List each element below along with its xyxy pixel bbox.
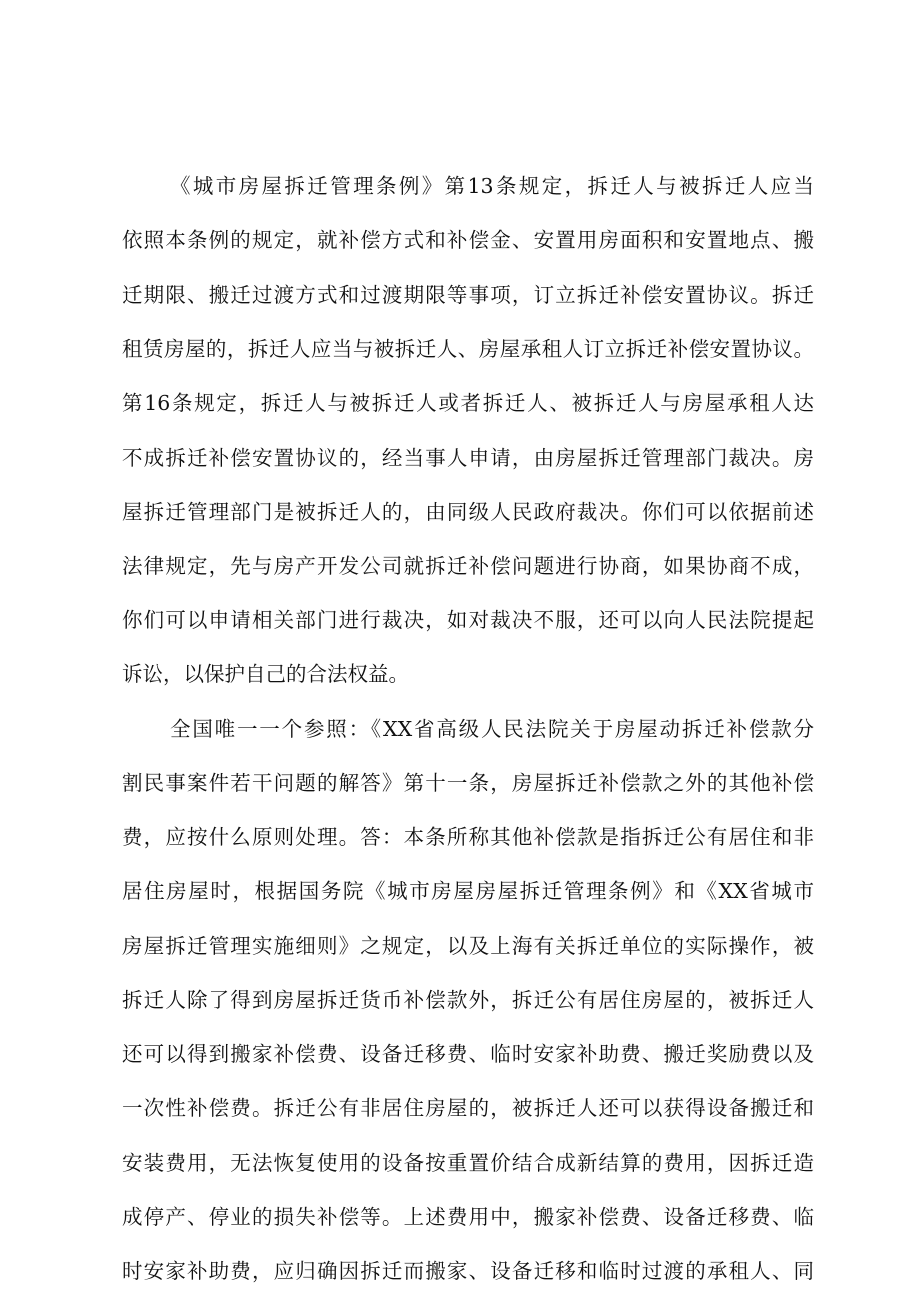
paragraph-2-line-4: 居住房屋时，根据国务院《城市房屋房屋拆迁管理条例》和《XX省城市 (122, 879, 814, 903)
paragraph-1-line-8: 法律规定，先与房产开发公司就拆迁补偿问题进行协商，如果协商不成， (122, 554, 814, 578)
paragraph-2-line-1: 全国唯一一个参照：《XX省高级人民法院关于房屋动拆迁补偿款分 (170, 717, 814, 741)
paragraph-2-line-7: 还可以得到搬家补偿费、设备迁移费、临时安家补助费、搬迁奖励费以及 (122, 1042, 814, 1066)
paragraph-2-line-11: 时安家补助费，应归确因拆迁而搬家、设备迁移和临时过渡的承租人、同 (122, 1259, 814, 1283)
paragraph-2-line-9: 安装费用，无法恢复使用的设备按重置价结合成新结算的费用，因拆迁造 (122, 1151, 814, 1175)
paragraph-1-line-4: 租赁房屋的，拆迁人应当与被拆迁人、房屋承租人订立拆迁补偿安置协议。 (122, 337, 814, 361)
paragraph-1-line-6: 不成拆迁补偿安置协议的，经当事人申请，由房屋拆迁管理部门裁决。房 (122, 446, 814, 470)
paragraph-1-line-3: 迁期限、搬迁过渡方式和过渡期限等事项，订立拆迁补偿安置协议。拆迁 (122, 283, 814, 307)
paragraph-2-line-5: 房屋拆迁管理实施细则》之规定，以及上海有关拆迁单位的实际操作，被 (122, 934, 814, 958)
paragraph-1-line-2: 依照本条例的规定，就补偿方式和补偿金、安置用房面积和安置地点、搬 (122, 228, 814, 252)
paragraph-2-line-6: 拆迁人除了得到房屋拆迁货币补偿款外，拆迁公有居住房屋的，被拆迁人 (122, 988, 814, 1012)
paragraph-2-line-2: 割民事案件若干问题的解答》第十一条，房屋拆迁补偿款之外的其他补偿 (122, 771, 814, 795)
paragraph-2-line-10: 成停产、停业的损失补偿等。上述费用中，搬家补偿费、设备迁移费、临 (122, 1205, 814, 1229)
paragraph-1-line-5: 第16条规定，拆迁人与被拆迁人或者拆迁人、被拆迁人与房屋承租人达 (122, 391, 814, 415)
paragraph-1-line-7: 屋拆迁管理部门是被拆迁人的，由同级人民政府裁决。你们可以依据前述 (122, 500, 814, 524)
paragraph-1-line-9: 你们可以申请相关部门进行裁决，如对裁决不服，还可以向人民法院提起 (122, 608, 814, 632)
paragraph-2-line-8: 一次性补偿费。拆迁公有非居住房屋的，被拆迁人还可以获得设备搬迁和 (122, 1096, 814, 1120)
paragraph-2-line-3: 费，应按什么原则处理。答：本条所称其他补偿款是指拆迁公有居住和非 (122, 825, 814, 849)
paragraph-1-line-10: 诉讼，以保护自己的合法权益。 (122, 662, 409, 686)
paragraph-1-line-1: 《城市房屋拆迁管理条例》第13条规定，拆迁人与被拆迁人应当 (170, 174, 814, 198)
